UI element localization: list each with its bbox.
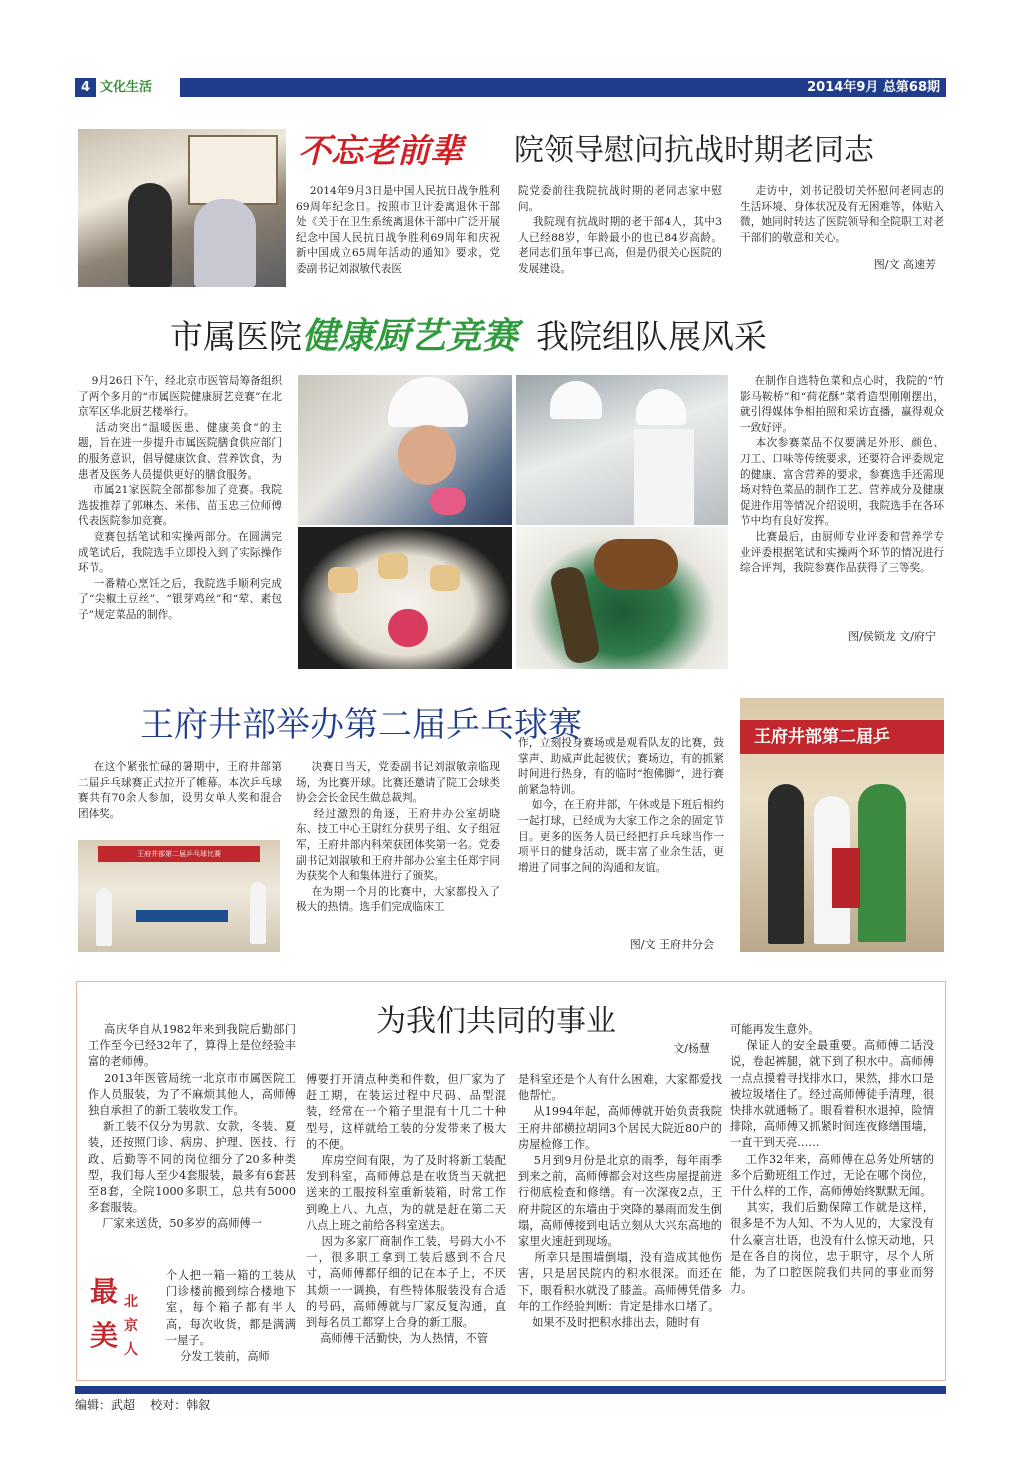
badge-main: 最美 <box>90 1275 119 1352</box>
badge-sub: 北京人 <box>124 1294 138 1358</box>
chef-hat-right <box>636 389 686 425</box>
pingpong-banner: 王府井部第二届乒乓球比赛 <box>98 846 260 862</box>
article1-title-highlight: 不忘老前辈 <box>298 131 463 170</box>
pingpong-photo <box>78 840 280 952</box>
article4-col1a: 高庆华自从1982年来到我院后勤部门工作至今已经32年了，算得上是位经验丰富的老师傅。 2013年医管局统一北京市市属医院工作人员服装，为了不麻烦其他人，高师傅独自承担了的新工装收发工作。 新工装不仅分为男款、女款，冬装、夏装，还按照门诊、病房、护理、医技、行政、后勤等不同的岗位细分了20多种类型，我们每人至少4套服装，最多有6套甚至8套，全院1000多职工，总共有5000多套服装。 厂家来送货，50多岁的高师傅一 <box>88 1023 296 1231</box>
chef-face <box>398 425 456 485</box>
article4-col1b: 个人把一箱一箱的工装从门诊楼前搬到综合楼地下室，每个箱子都有半人高，每次收货，都是满满一屋子。 分发工装前，高师 <box>166 1269 296 1364</box>
article3-col2: 决赛日当天，党委副书记刘淑敏亲临现场，为比赛开球。比赛还邀请了院工会球类协会会长金民生做总裁判。 经过激烈的角逐，王府井办公室胡晓东、技工中心王尉红分获男子组、女子组冠军，王府井部内科荣获团体奖第一名。党委副书记刘淑敏和王府井部办公室主任郑宇同为获奖个人和集体进行了颁奖。 在为期一个月的比赛中，大家都投入了极大的热情。选手们完成临床工 <box>296 761 500 914</box>
article4-col4: 可能再发生意外。 保证人的安全最重要。高师傅二话没说，卷起裤腿，就下到了积水中。高师傅一点点摸着寻找排水口，果然，排水口是被垃圾堵住了。经过高师傅徒手清理，很快排水就通畅了。眼看着积水退掉，险情排除，高师傅又抓紧时间连夜修缮围墙，一直干到天亮…… 工作32年来，高师傅在总务处所辖的多个后勤班组工作过，无论在哪个岗位，干什么样的工作，高师傅始终默默无闻。 其实，我们后勤保障工作就是这样，很多是不为人知、不为人见的，大家没有什么豪言壮语，也没有什么惊天动地，只是在各自的岗位，忠于职守，尽个人所能，为了口腔医院我们共同的事业而努力。 <box>730 1023 934 1296</box>
article1-credit: 图/文 高速芳 <box>873 258 936 271</box>
article2-col1: 9月26日下午，经北京市医管局筹备组织了两个多月的“市属医院健康厨艺竞赛”在北京军区华北厨艺楼举行。 活动突出“温暖医患、健康美食”的主题，旨在进一步提升市属医院膳食供应部门的服务意识，倡导健康饮食、营养饮食，为患者及医务人员提供更好的膳食服务。 市属21家医院全部都参加了竞赛。我院选拔推荐了郭琳杰、米伟、苗玉忠三位师傅代表医院参加竞赛。 竞赛包括笔试和实操两部分。在圆满完成笔试后，我院选手立即投入到了实际操作环节。 一番精心烹饪之后，我院选手顺利完成了“尖椒土豆丝”、“银芽鸡丝”和“荤、素包子”规定菜品的制作。 <box>78 375 282 621</box>
article2-title-post: 我院组队展风采 <box>536 317 768 356</box>
article3-col3: 作，立刻投身赛场或是观看队友的比赛，鼓掌声、助威声此起彼伏；赛场边，有的抓紧时间进行热身，有的临时“抱佛脚”，进行赛前紧急特训。 如今，在王府井部，午休或是下班后相约一起打球，已经成为大家工作之余的固定节目。更多的医务人员已经把打乒乓球当作一项平日的健身活动，既丰富了业余生活，更增进了同事之间的沟通和友谊。 <box>518 737 724 874</box>
radish-rose <box>388 609 428 647</box>
calligraphy-scroll <box>188 135 278 205</box>
chef-photo-2 <box>516 375 728 525</box>
person-green <box>858 784 906 942</box>
dish-photo-1 <box>298 527 512 669</box>
article2-credit: 图/侯锁龙 文/府宁 <box>848 630 936 643</box>
article4-col3: 是科室还是个人有什么困难，大家都爱找他帮忙。 从1994年起，高师傅就开始负责我院王府井部横拉胡同3个居民大院近80户的房屋检修工作。 5月到9月份是北京的雨季，每年雨季到来之前，高师傅都会对这些房屋提前进行彻底检查和修缮。有一次深夜2点，王府井院区的东墙由于突降的暴雨而发生倒塌，高师傅接到电话立刻从大兴东高地的家里火速赶到现场。 所幸只是围墙倒塌，没有造成其他伤害，只是居民院内的积水很深。而还在下，眼看积水就没了膝盖。高师傅凭借多年的工作经验判断：肯定是排水口堵了。 如果不及时把积水排出去，随时有 <box>518 1073 722 1330</box>
article4-col2: 傅要打开清点种类和件数，但厂家为了赶工期，在装运过程中尺码、品型混装，经常在一个箱子里混有十几二十种型号，这样就给工装的分发带来了极大的不便。 库房空间有限，为了及时将新工装配发到科室，高师傅总是在收货当天就把送来的工服按科室重新装箱，时常工作到晚上八、九点，为的就是赶在第二天八点上班之前给各科室送去。 因为多家厂商制作工装，号码大小不一，很多职工拿到工装后感到不合尺寸，高师傅都仔细的记在本子上，不厌其烦一一调换，有些特体服装没有合适的号码，高师傅就与厂家反复沟通，直到每名员工都穿上合身的新工服。 高师傅干活勤快，为人热情，不管 <box>306 1073 506 1346</box>
pastry-flower-3 <box>430 565 460 591</box>
chef-photo-1 <box>298 375 512 525</box>
article1-title: 院领导慰问抗战时期老同志 <box>514 133 874 168</box>
pink-flower-dish <box>430 487 466 515</box>
red-bag <box>832 848 860 908</box>
article1-col3: 走访中，刘书记殷切关怀慰问老同志的生活环境、身体状况及有无困难等，体贴入微，她同时转达了医院领导和全院职工对老干部们的敬意和关心。 <box>740 185 944 244</box>
eel-dish <box>548 565 601 666</box>
player-right <box>250 882 266 944</box>
article1-col1: 2014年9月3日是中国人民抗日战争胜利69周年纪念日。按照市卫计委离退休干部处《关于在卫生系统离退休干部中广泛开展纪念中国人民抗日战争胜利69周年和庆祝新中国成立65周年活动的通知》要求，党委副书记刘淑敏代表医 <box>296 185 500 275</box>
article1-col2: 院党委前往我院抗战时期的老同志家中慰问。 我院现有抗战时期的老干部4人，其中3人已经88岁，年龄最小的也已84岁高龄。老同志们虽年事已高，但是仍很关心医院的发展建设。 <box>518 185 722 275</box>
article1-photo <box>78 129 286 287</box>
article4-title: 为我们共同的事业 <box>376 1004 616 1039</box>
person-left <box>128 183 172 287</box>
page-number: 4 <box>81 80 91 95</box>
article3-credit: 图/文 王府井分会 <box>629 938 714 951</box>
chef-body-right <box>634 429 694 525</box>
pingpong-table <box>136 910 228 922</box>
footer-bar <box>75 1386 946 1394</box>
article2-title-highlight: 健康厨艺竞赛 <box>302 316 519 357</box>
article2-title-pre: 市属医院 <box>170 317 302 356</box>
player-left <box>96 888 112 946</box>
person-black <box>768 784 804 944</box>
dish-photo-2 <box>516 527 728 669</box>
zuimei-badge <box>90 1270 156 1366</box>
issue-label: 2014年9月 总第68期 <box>807 80 940 95</box>
saddle-bridge-dish <box>594 539 678 589</box>
article4-byline: 文/杨慧 <box>673 1042 710 1055</box>
pastry-flower-1 <box>328 567 358 593</box>
chef-hat-left <box>550 381 602 419</box>
section-title: 文化生活 <box>96 78 180 97</box>
person-right <box>194 199 256 287</box>
article2-col2: 在制作自选特色菜和点心时，我院的“竹影马鞍桥”和“荷花酥”菜肴造型刚刚摆出，就引得媒体争相拍照和采访直播，赢得观众一致好评。 本次参赛菜品不仅要满足外形、颜色、刀工、口味等传统要求，还要符合评委规定的健康、富含营养的要求，参赛选手还需现场对特色菜品的制作工艺、营养成分及健康促进作用等情况介绍说明，我院选手在各环节中均有良好发挥。 比赛最后，由厨师专业评委和营养学专业评委根据笔试和实操两个环节的情况进行综合评判，我院参赛作品获得了三等奖。 <box>740 375 944 575</box>
pastry-flower-2 <box>378 553 408 579</box>
article2-title-row <box>170 312 870 362</box>
award-photo <box>740 698 944 952</box>
article3-col1: 在这个紧张忙碌的暑期中，王府井部第二届乒乓球赛正式拉开了帷幕。本次乒乓球赛共有70余人参加，设男女单人奖和混合团体奖。 <box>78 761 282 820</box>
chef-hat <box>388 377 468 427</box>
article3-title: 王府井部举办第二届乒乓球赛 <box>140 705 582 745</box>
footer-editor: 编辑：武超 校对：韩叙 <box>75 1398 211 1412</box>
award-banner: 王府井部第二届乒 <box>740 720 944 754</box>
